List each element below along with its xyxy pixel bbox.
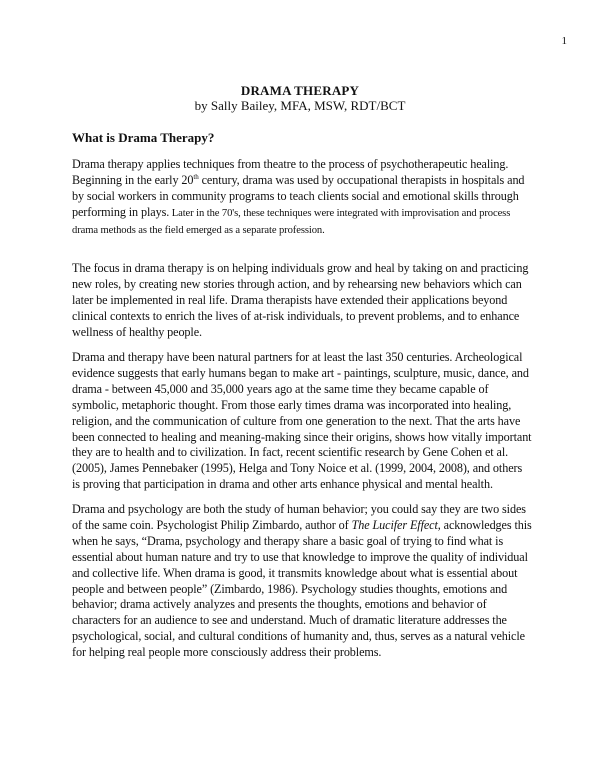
paragraph-intro-text-cont: century, drama was used by occupational therapists in hospitals and by social workers in community programs to teach clients social and emotional skills through performing in plays. [72,172,525,219]
paragraph-intro-text: Drama therapy applies techniques from theatre to the process of psychotherapeutic healing. Beginning in the early 20 [72,157,509,187]
document-title: DRAMA THERAPY [240,83,360,98]
ordinal-suffix: th [193,172,199,181]
paragraph-focus: The focus in drama therapy is on helping individuals grow and heal by taking on and practicing new roles, by creating new stories through action, and by rehearsing new behaviors which can later be implemented in real life. Drama therapists have extended their applications beyond clinical contexts to enrich the lives of at-risk individuals, to prevent problems, and to enhance wellness of healthy people. [72,261,529,339]
book-title: The Lucifer Effect, [351,517,441,532]
page-number: 1 [561,35,567,47]
paragraph-history: Drama and therapy have been natural partners for at least the last 350 centuries. Archeological evidence suggests that early humans began to make art - paintings, sculpture, music, dance, and drama - between 45,000 and 35,000 years ago at the same time they became capable of symbolic, metaphoric thought. From those early times drama was incorporated into healing, religion, and the communication of culture from one generation to the next. That the arts have been connected to healing and meaning-making since their origins, shows how vitally important they are to health and to civilization. In fact, recent scientific research by Gene Cohen et al. (2005), James Pennebaker (1995), Helga and Tony Noice et al. (1999, 2004, 2008), and others is proving that participation in drama and other arts enhance physical and mental health. [72,350,532,492]
section-heading: What is Drama Therapy? [72,130,215,145]
paragraph-psychology-text: Drama and psychology are both the study of human behavior; you could say they are two sides of the same coin. Psychologist Philip Zimbardo, author of [72,502,526,532]
paragraph-intro-small-text: Later in the 70's, these techniques were integrated with improvisation and process drama methods as the field emerged as a separate profession. [72,207,511,236]
paragraph-psychology-text-cont: acknowledges this when he says, “Drama, psychology and therapy share a basic goal of trying to find what is essential about human nature and try to use that knowledge to improve the quality of individual and collective life. When drama is good, it transmits knowledge about what is essential about people and between people” (Zimbardo, 1986). Psychology studies thoughts, emotions and behavior; drama actively analyzes and presents the thoughts, emotions and behavior of characters for an audience to see and understand. Much of dramatic literature addresses the psychological, social, and cultural conditions of humanity and, thus, serves as a natural vehicle for helping real people more consciously address their problems. [72,517,532,660]
author-byline: by Sally Bailey, MFA, MSW, RDT/BCT [194,98,406,113]
paragraph-psychology [72,502,532,661]
paragraph-intro [72,157,532,239]
